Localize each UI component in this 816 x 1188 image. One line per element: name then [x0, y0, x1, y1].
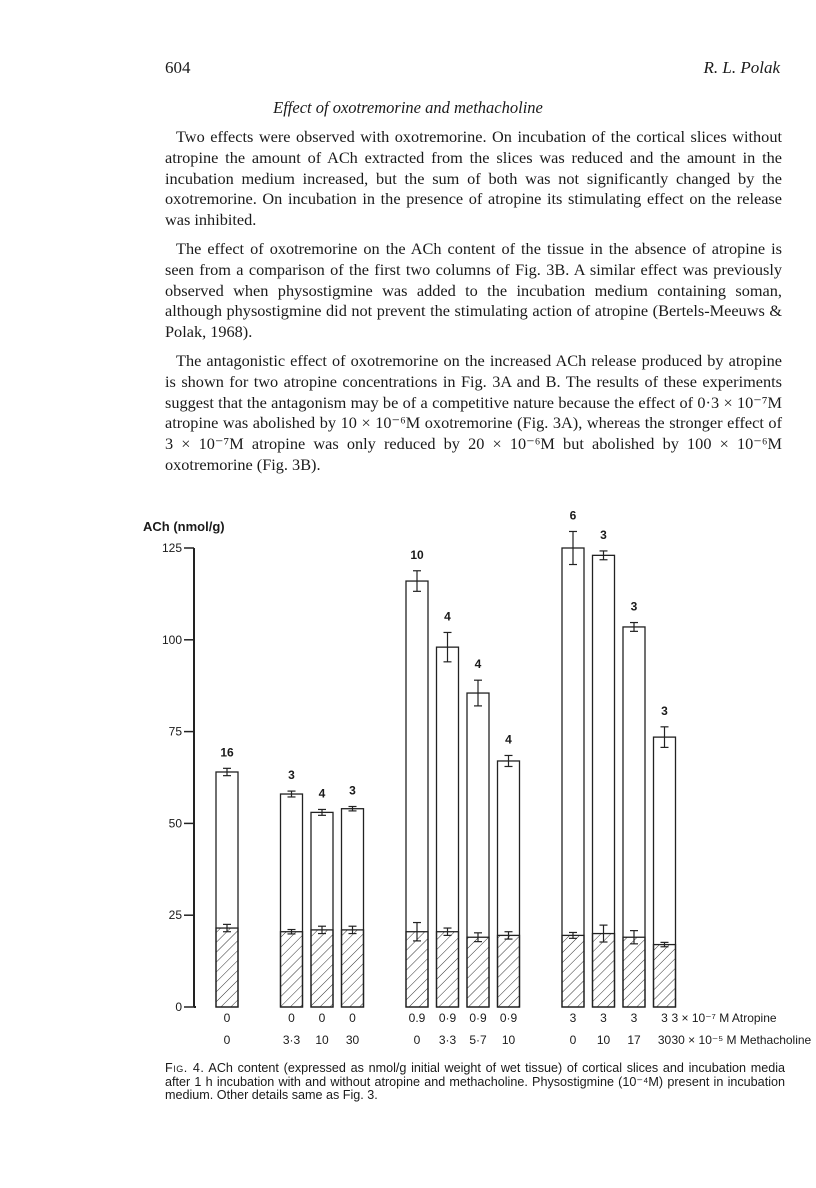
- n-label: 3: [288, 768, 295, 783]
- methacholine-value: 30: [657, 1033, 672, 1047]
- n-label: 3: [349, 783, 356, 798]
- atropine-value: 0: [223, 1011, 231, 1025]
- section-title: Effect of oxotremorine and methacholine: [273, 98, 543, 117]
- bar-slices: [498, 935, 520, 1007]
- atropine-row-label: 3 × 10⁻⁷ M Atropine: [671, 1011, 777, 1025]
- n-label: 4: [444, 609, 451, 624]
- bar-chart: [0, 500, 816, 1060]
- figure-caption: [165, 1062, 785, 1103]
- n-label: 16: [220, 745, 234, 760]
- bar-slices: [623, 937, 645, 1007]
- bar-slices: [593, 934, 615, 1007]
- bar-slices: [216, 928, 238, 1007]
- caption-text: ACh content (expressed as nmol/g initial weight of wet tissue) of cortical slices and incubation media after 1 h incubation with and without atropine and methacholine. Physostigmine (10⁻⁴M) present in incubation medium. Other details same as Fig. 3.: [165, 1061, 786, 1103]
- n-label: 3: [600, 527, 607, 542]
- bar-slices: [467, 937, 489, 1007]
- bar-slices: [654, 945, 676, 1007]
- y-tick-label: 100: [161, 632, 182, 647]
- atropine-value: 0.9: [408, 1011, 426, 1025]
- bar-slices: [342, 930, 364, 1007]
- atropine-value: 0·9: [438, 1011, 457, 1025]
- body-text: [165, 127, 782, 484]
- methacholine-value: 30: [345, 1033, 360, 1047]
- n-label: 10: [410, 547, 424, 562]
- bar-slices: [281, 932, 303, 1007]
- caption-label: Fig. 4.: [165, 1061, 205, 1075]
- bar-slices: [406, 932, 428, 1007]
- atropine-value: 3: [630, 1011, 638, 1025]
- y-tick-label: 125: [161, 541, 182, 555]
- n-label: 4: [474, 657, 482, 672]
- methacholine-value: 10: [315, 1033, 329, 1047]
- methacholine-value: 3·3: [438, 1033, 457, 1047]
- atropine-value: 3: [600, 1011, 607, 1025]
- methacholine-value: 0: [223, 1033, 231, 1047]
- paragraph-1: Two effects were observed with oxotremorine. On incubation of the cortical slices without atropine the amount of ACh extracted from the slices was reduced and the amount in the incubation medium increased, but the sum of both was not significantly changed by the oxotremorine. On incubation in the presence of atropine its stimulating effect on the release was inhibited.: [165, 127, 782, 230]
- n-label: 4: [505, 732, 512, 747]
- methacholine-value: 0: [569, 1033, 577, 1047]
- y-tick-label: 50: [168, 816, 182, 831]
- y-axis-label: ACh (nmol/g): [143, 519, 225, 534]
- atropine-value: 0: [349, 1011, 356, 1025]
- atropine-value: 0: [318, 1011, 326, 1025]
- bar-slices: [562, 935, 584, 1007]
- n-label: 4: [318, 786, 326, 801]
- atropine-value: 3: [569, 1011, 577, 1025]
- atropine-value: 0: [288, 1011, 295, 1025]
- n-label: 6: [569, 508, 577, 523]
- page-number: 604: [165, 58, 191, 77]
- methacholine-value: 0: [413, 1033, 421, 1047]
- y-tick-label: 0: [175, 1000, 182, 1014]
- methacholine-row-label: 30 × 10⁻⁵ M Methacholine: [671, 1033, 812, 1047]
- atropine-value: 0·9: [499, 1011, 518, 1025]
- atropine-value: 0·9: [469, 1011, 487, 1025]
- methacholine-value: 17: [627, 1033, 641, 1047]
- n-label: 3: [630, 599, 638, 614]
- bar-slices: [437, 932, 459, 1007]
- running-head: R. L. Polak: [703, 58, 780, 77]
- bar-slices: [311, 930, 333, 1007]
- n-label: 3: [661, 703, 668, 718]
- y-tick-label: 25: [168, 908, 182, 923]
- methacholine-value: 5·7: [469, 1033, 487, 1047]
- paragraph-3: The antagonistic effect of oxotremorine on the increased ACh release produced by atropine is shown for two atropine concentrations in Fig. 3A and B. The results of these experiments suggest that the antagonism may be of a competitive nature because the effect of 0·3 × 10⁻⁷M atropine was abolished by 10 × 10⁻⁶M oxotremorine (Fig. 3A), whereas the stronger effect of 3 × 10⁻⁷M atropine was only reduced by 20 × 10⁻⁶M but abolished by 100 × 10⁻⁶M oxotremorine (Fig. 3B).: [165, 350, 782, 474]
- y-tick-label: 75: [168, 724, 182, 739]
- atropine-value: 3: [661, 1011, 668, 1025]
- paragraph-2: The effect of oxotremorine on the ACh content of the tissue in the absence of atropine is seen from a comparison of the first two columns of Fig. 3B. A similar effect was previously observed when physostigmine was added to the incubation medium containing soman, although physostigmine did not prevent the stimulating action of atropine (Bertels-Meeuws & Polak, 1968).: [165, 238, 782, 342]
- methacholine-value: 10: [501, 1033, 516, 1047]
- methacholine-value: 3·3: [282, 1033, 301, 1047]
- methacholine-value: 10: [596, 1033, 611, 1047]
